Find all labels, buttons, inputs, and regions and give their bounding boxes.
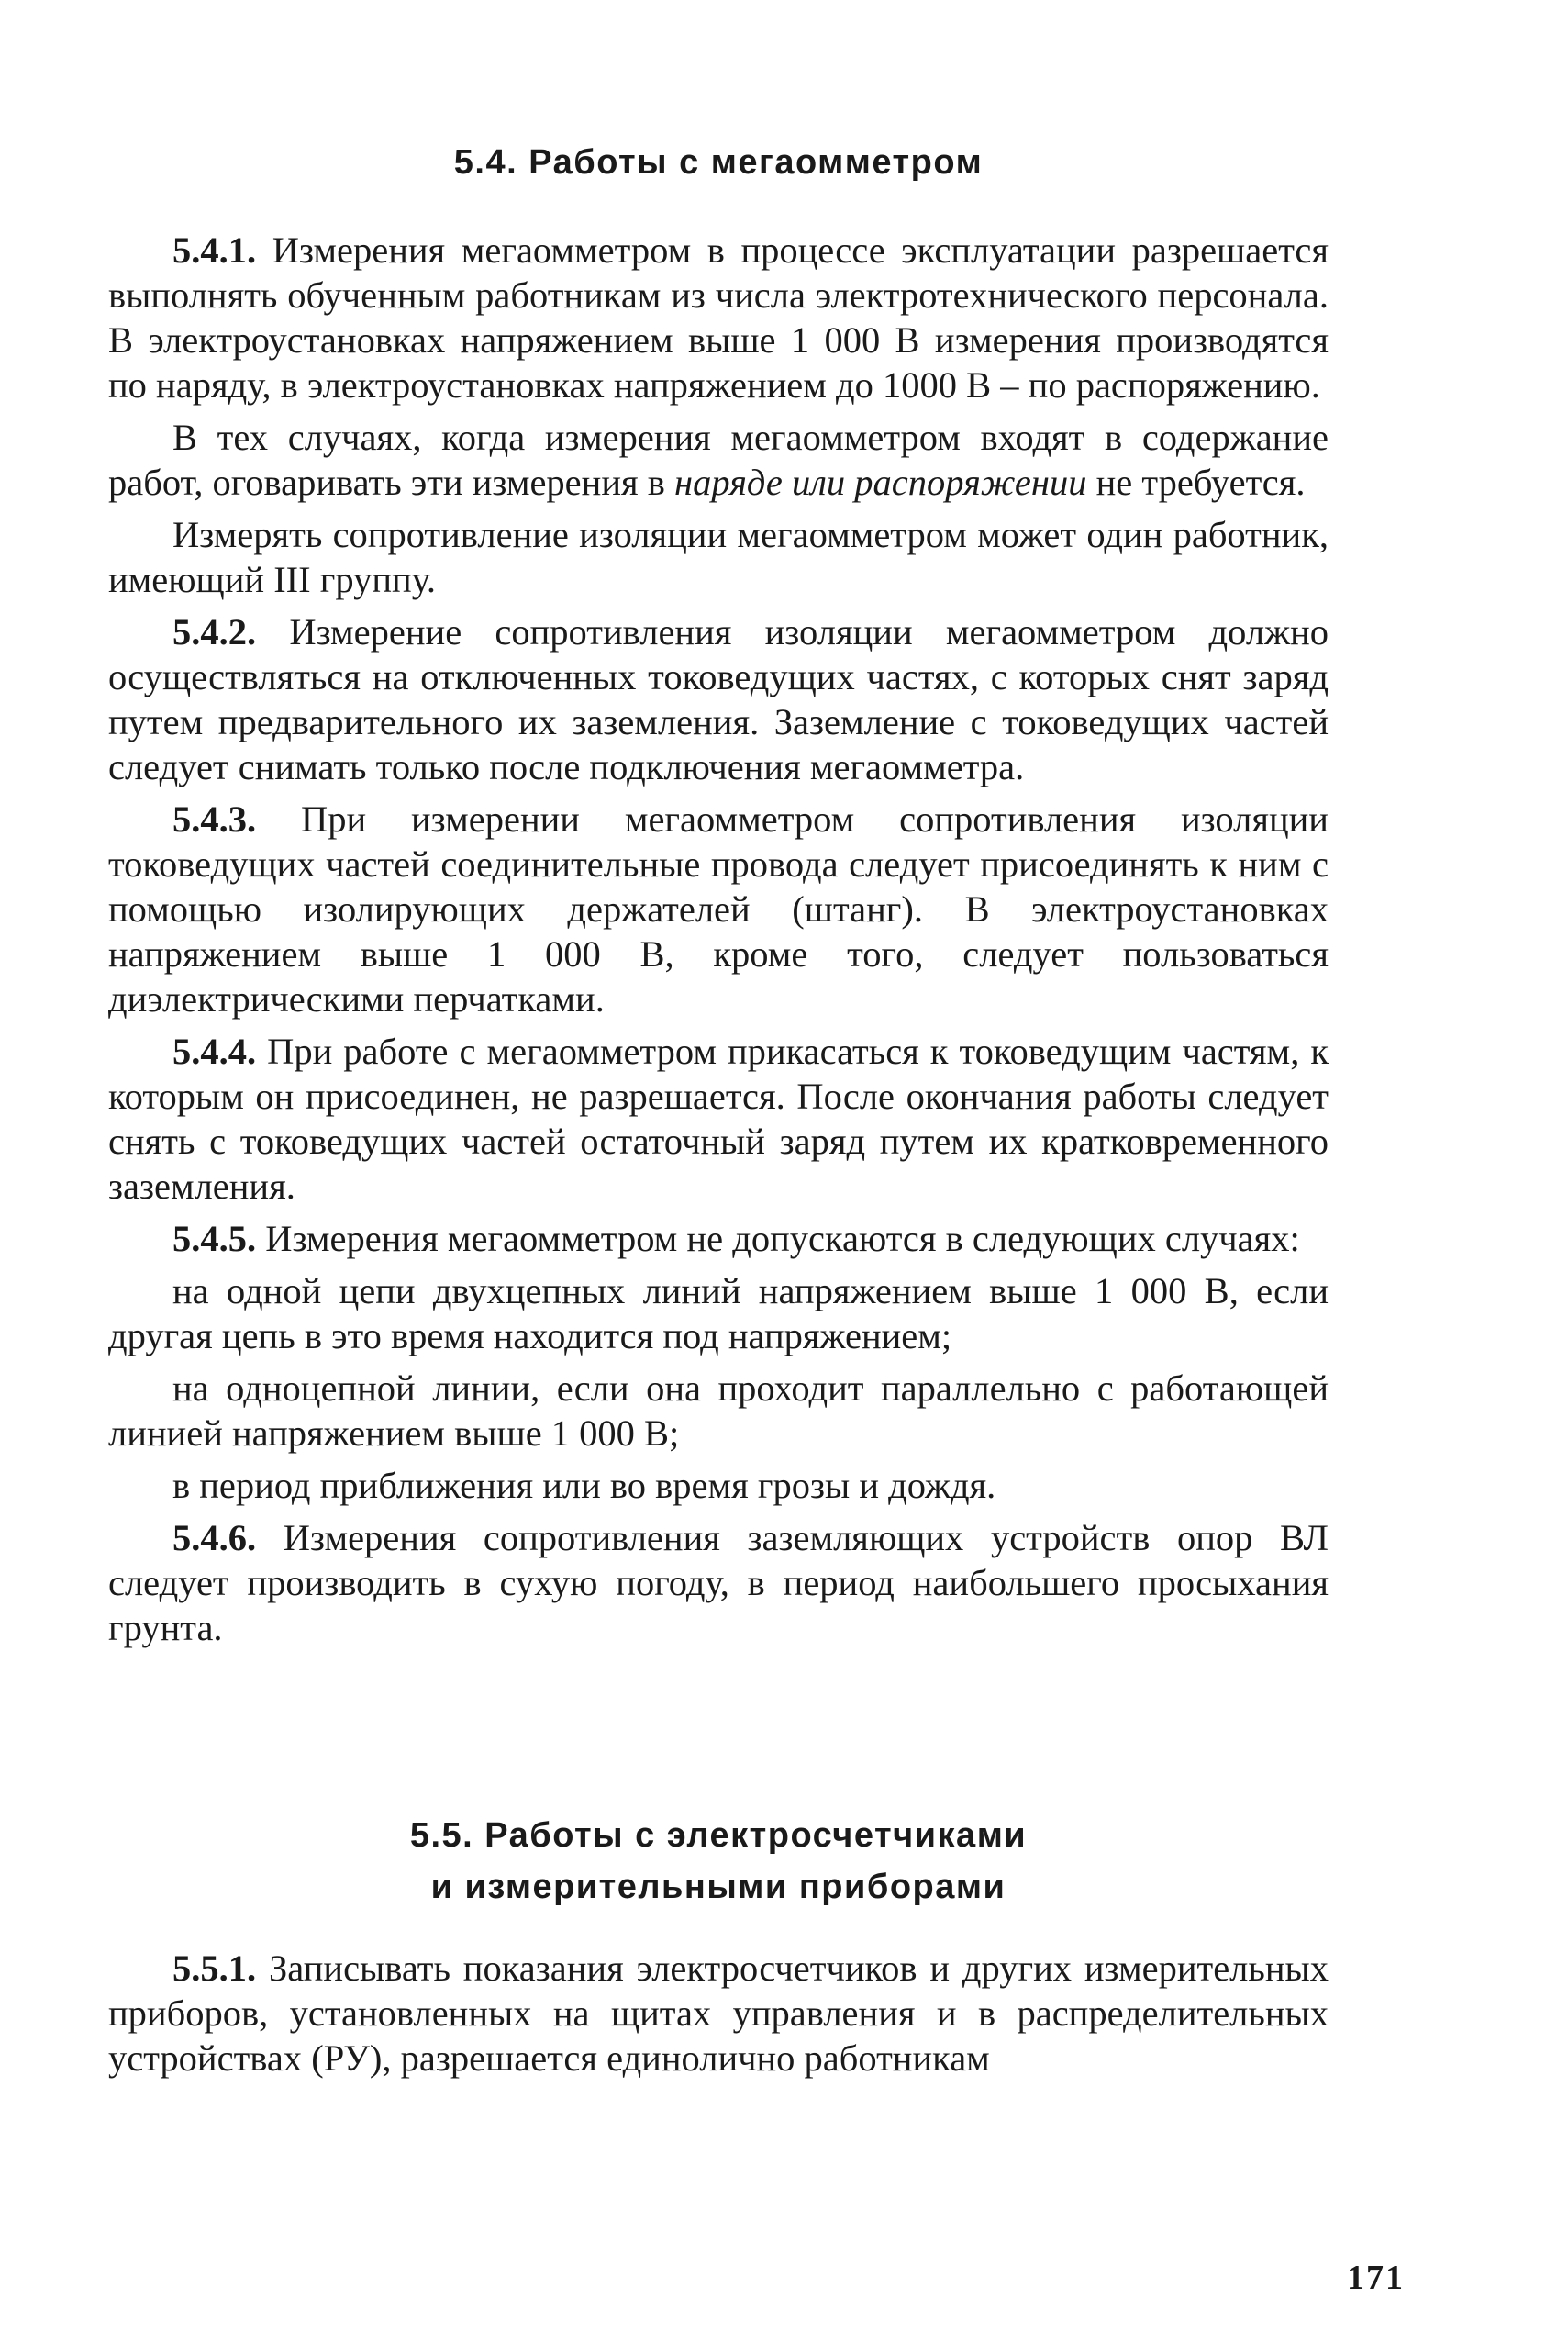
paragraph-text: Измерения мегаомметром в процессе эксплуатации разрешается выполнять обученным работникам из числа электротехнического персонала. В электроустановках напряжением выше 1 000 В измерения производятся по наряду, в электроустановках напряжением до 1000 В – по распоряжению. [108,229,1329,406]
paragraph-text: При работе с мегаомметром прикасаться к токоведущим частям, к которым он присоединен, не разрешается. После окончания работы следует снять с токоведущих частей остаточный заряд путем их кратковременного заземления. [108,1031,1329,1207]
clause-number: 5.4.1. [172,229,257,271]
paragraph-text: Записывать показания электросчетчиков и других измерительных приборов, установленных на щитах управления и в распределительных устройствах (РУ), разрешается единолично работникам [108,1947,1329,2079]
list-item [108,1268,1329,1358]
list-item [108,1463,1329,1508]
section-heading-5-4 [108,139,1329,185]
clause-number: 5.5.1. [172,1947,257,1989]
paragraph-5-4-5 [108,1216,1329,1261]
book-page [108,0,1405,2332]
paragraph [108,512,1329,602]
paragraph-text: В тех случаях, когда измерения мегаомметром входят в содержание работ, оговаривать эти измерения в [108,417,1329,503]
italic-phrase: наряде или распоряжении [674,462,1087,503]
section-title-line-2: и измерительными приборами [430,1868,1006,1906]
page-number: 171 [1347,2259,1405,2297]
section-title-line-1: 5.5. Работы с электросчетчиками [409,1816,1028,1855]
clause-number: 5.4.4. [172,1031,257,1072]
paragraph-5-4-4 [108,1029,1329,1209]
paragraph-text-after: не требуется. [1086,462,1306,503]
clause-number: 5.4.5. [172,1218,257,1259]
paragraph-text: в период приближения или во время грозы и дождя. [172,1465,996,1506]
paragraph-5-4-2 [108,609,1329,789]
section-heading-5-5 [108,1810,1329,1913]
clause-number: 5.4.6. [172,1517,257,1558]
section-title: 5.4. Работы с мегаомметром [453,143,984,182]
list-item [108,1366,1329,1456]
paragraph-text: на одной цепи двухцепных линий напряжением выше 1 000 В, если другая цепь в это время находится под напряжением; [108,1270,1329,1356]
paragraph-5-5-1 [108,1946,1329,2081]
paragraph-5-4-6 [108,1515,1329,1650]
clause-number: 5.4.2. [172,611,257,653]
paragraph-text: При измерении мегаомметром сопротивления изоляции токоведущих частей соединительные провода следует присоединять к ним с помощью изолирующих держателей (штанг). В электроустановках напряжением выше 1 000 В, кроме того, следует пользоваться диэлектрическими перчатками. [108,798,1329,1020]
paragraph-5-4-1 [108,228,1329,407]
section-body-5-4 [108,228,1329,1657]
clause-number: 5.4.3. [172,798,257,840]
paragraph-text: Измерения мегаомметром не допускаются в следующих случаях: [256,1218,1300,1259]
paragraph-text: Измерение сопротивления изоляции мегаомметром должно осуществляться на отключенных токоведущих частях, с которых снят заряд путем предварительного их заземления. Заземление с токоведущих частей следует снимать только после подключения мегаомметра. [108,611,1329,787]
paragraph-text: на одноцепной линии, если она проходит параллельно с работающей линией напряжением выше 1 000 В; [108,1367,1329,1454]
paragraph-text: Измерения сопротивления заземляющих устройств опор ВЛ следует производить в сухую погоду, в период наибольшего просыхания грунта. [108,1517,1329,1648]
paragraph-text: Измерять сопротивление изоляции мегаомметром может один работник, имеющий III группу. [108,514,1329,600]
section-body-5-5 [108,1946,1329,2088]
paragraph-5-4-3 [108,797,1329,1021]
paragraph [108,415,1329,505]
